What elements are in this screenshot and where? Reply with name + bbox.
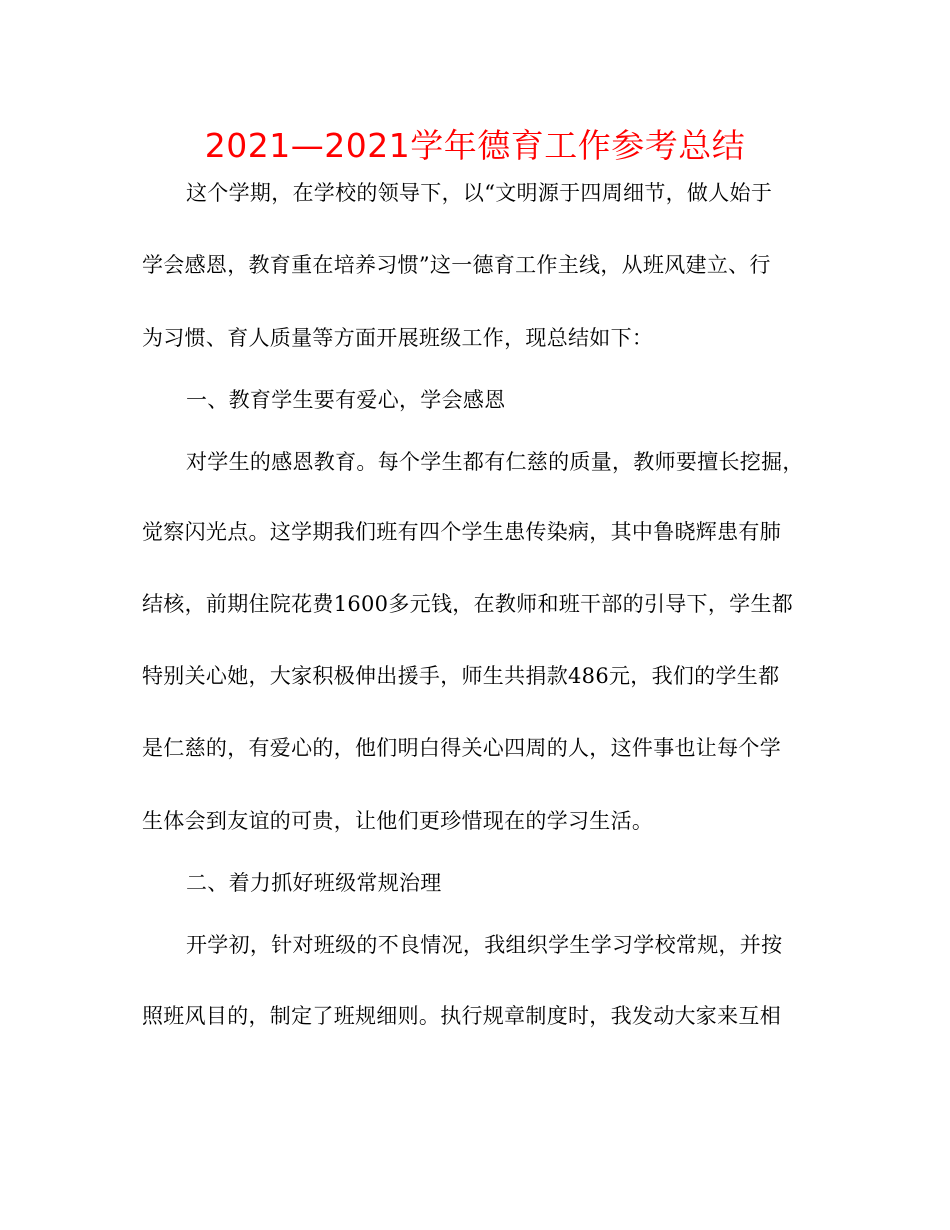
paragraph-line: 是仁慈的，有爱心的，他们明白得关心四周的人，这件事也让每个学 (142, 736, 781, 760)
paragraph-line: 生体会到友谊的可贵，让他们更珍惜现在的学习生活。 (142, 809, 654, 833)
paragraph-line: 对学生的感恩教育。每个学生都有仁慈的质量，教师要擅长挖掘， (186, 450, 804, 474)
section-heading: 二、着力抓好班级常规治理 (186, 871, 442, 895)
paragraph-line: 照班风目的，制定了班规细则。执行规章制度时，我发动大家来互相 (142, 1004, 781, 1028)
document-title: 2021—2021学年德育工作参考总结 (204, 126, 746, 165)
section-heading: 一、教育学生要有爱心，学会感恩 (186, 388, 506, 412)
paragraph-line: 觉察闪光点。这学期我们班有四个学生患传染病，其中鲁晓辉患有肺 (142, 520, 781, 544)
paragraph-line: 这个学期，在学校的领导下，以“文明源于四周细节，做人始于 (186, 181, 773, 205)
paragraph-line: 学会感恩，教育重在培养习惯”这一德育工作主线，从班风建立、行 (142, 253, 771, 277)
paragraph-line: 结核，前期住院花费1600多元钱，在教师和班干部的引导下，学生都 (142, 592, 794, 616)
paragraph-line: 开学初，针对班级的不良情况，我组织学生学习学校常规，并按 (186, 933, 783, 957)
paragraph-line: 特别关心她，大家积极伸出援手，师生共捐款486元，我们的学生都 (142, 664, 780, 688)
paragraph-line: 为习惯、育人质量等方面开展班级工作，现总结如下： (142, 326, 654, 350)
